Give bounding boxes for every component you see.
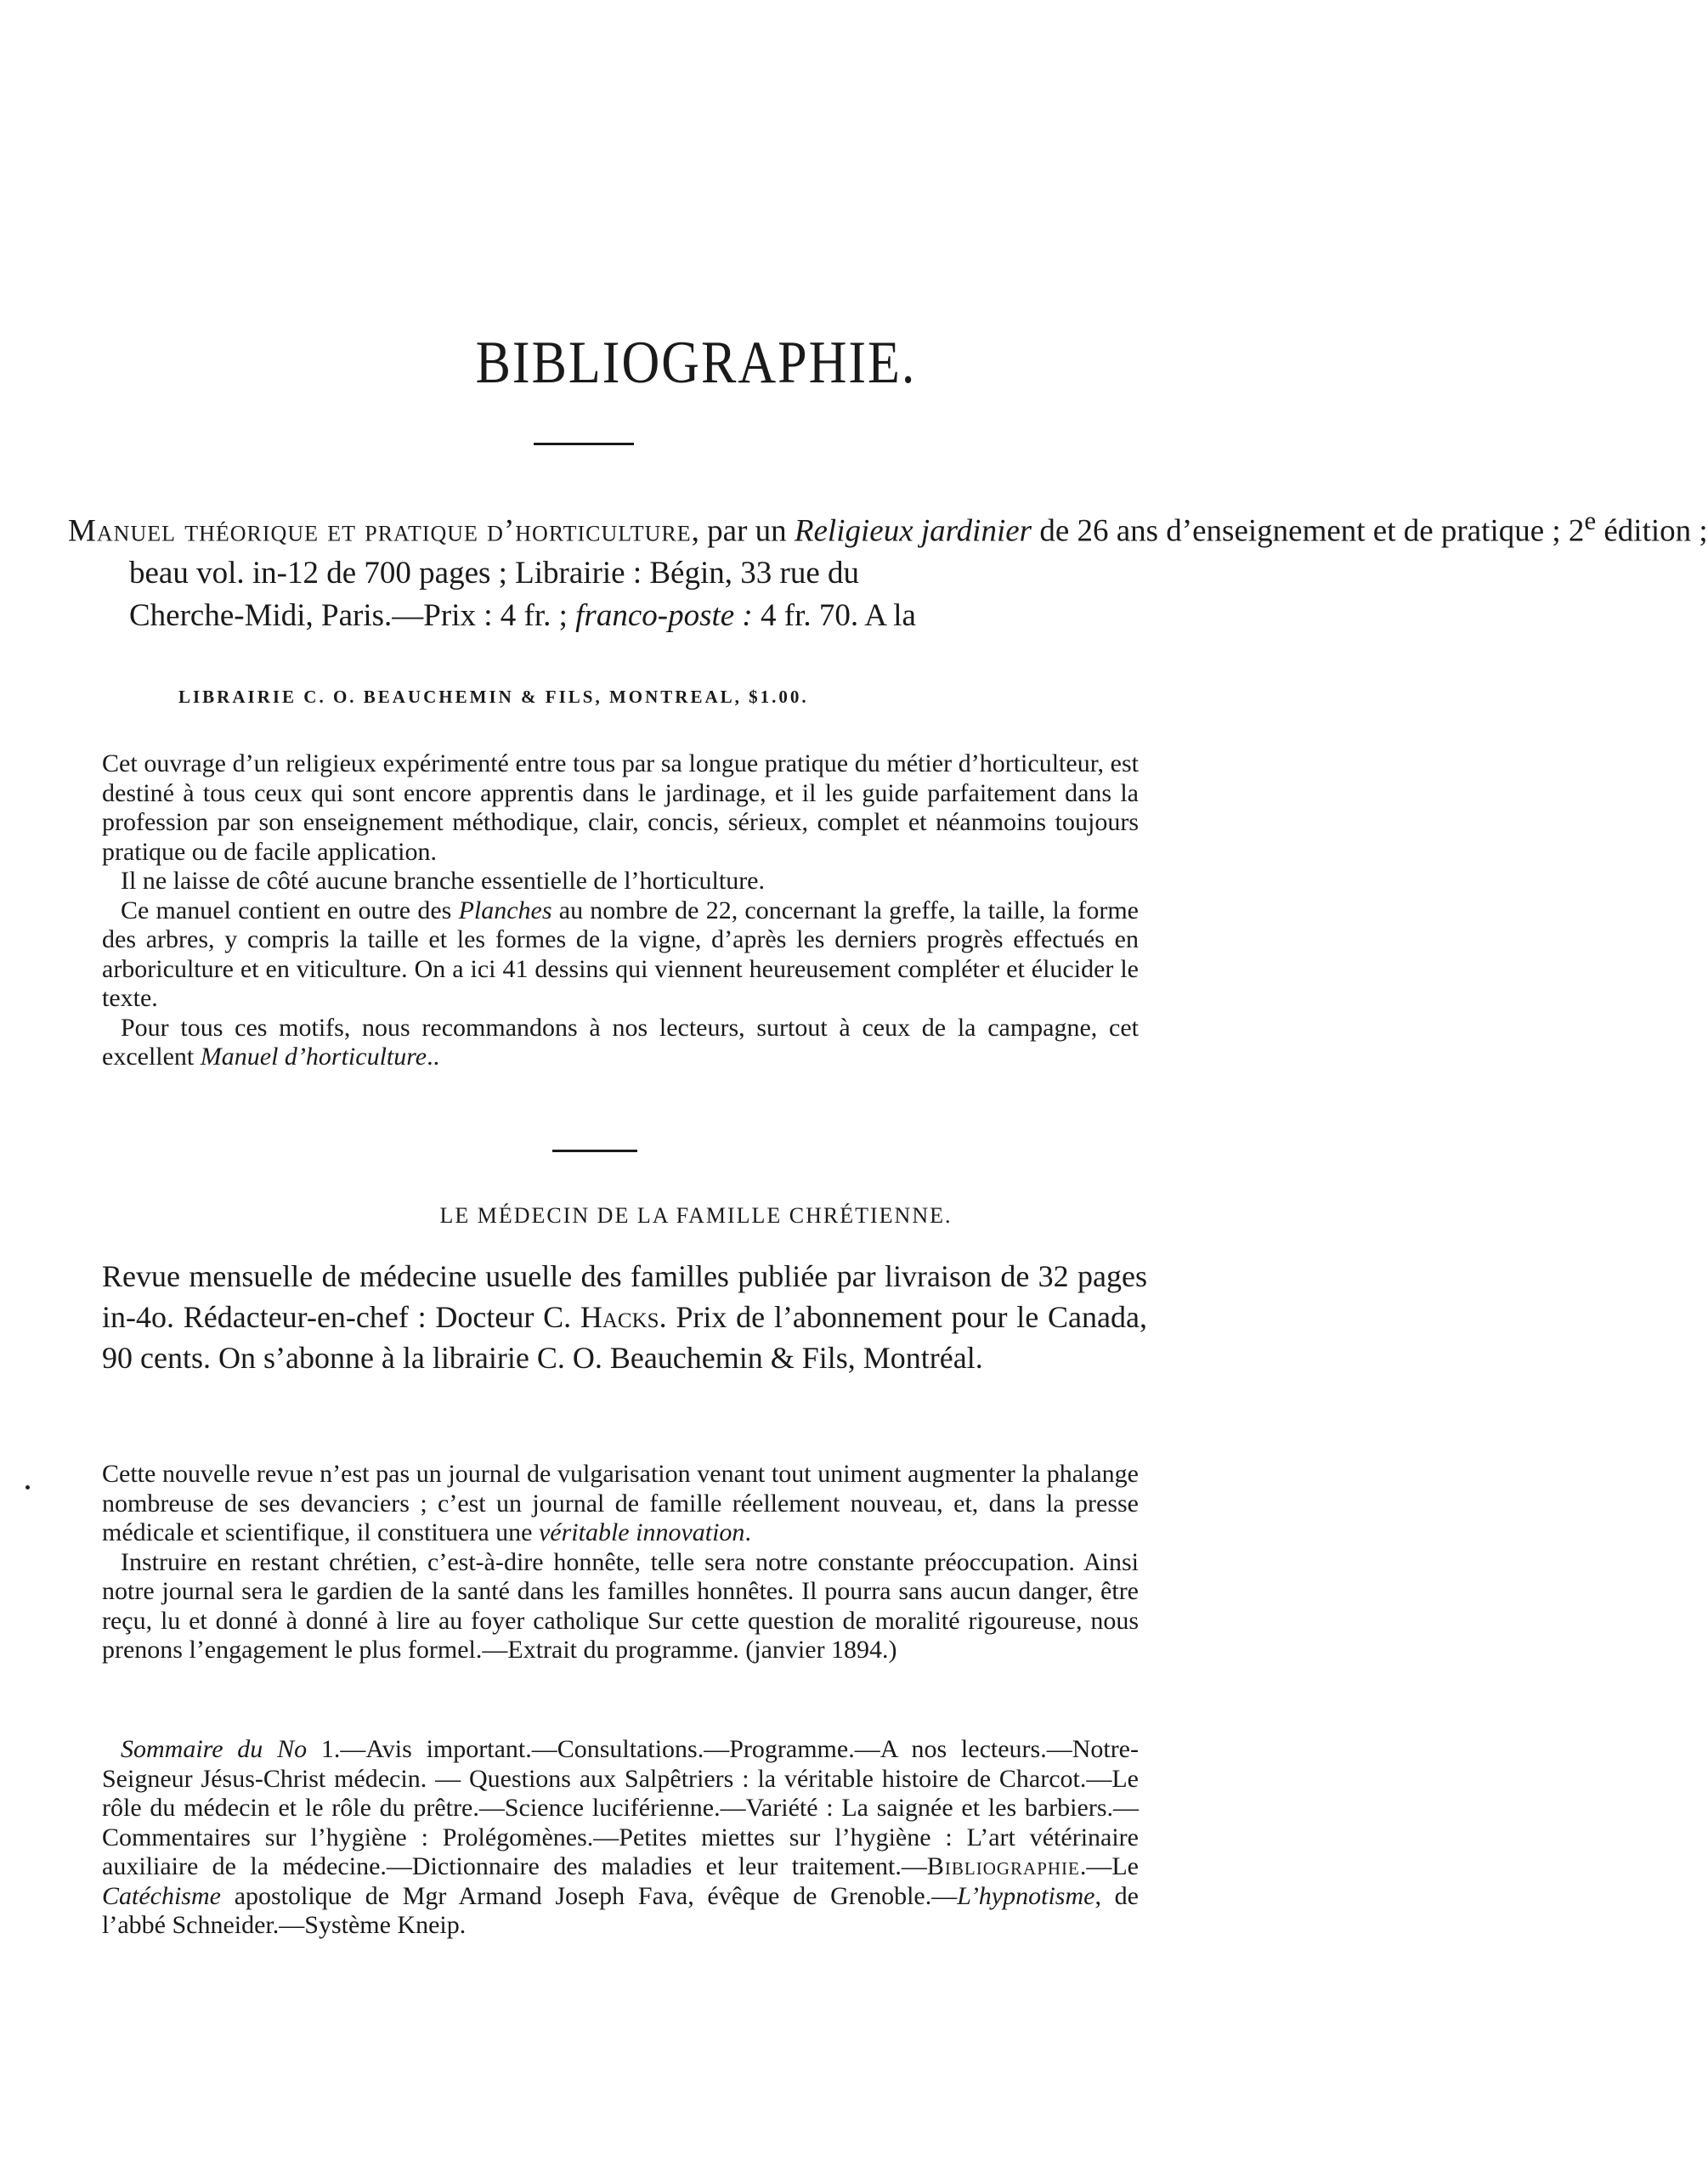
text-run: Cette nouvelle revue n’est pas un journal de vulgarisation venant tout uniment augmenter la phalange nombreuse de ses devanciers ; c’est un journal de famille réellement nouveau, et, dans la presse médicale et scientifique, il constituera une xyxy=(102,1460,1139,1546)
title-divider xyxy=(534,443,634,445)
edition-sup: e xyxy=(1584,506,1597,535)
entry-line-1 xyxy=(68,500,1708,552)
italic-run: véritable innovation xyxy=(538,1518,745,1546)
section-divider xyxy=(552,1150,637,1152)
italic-run: Manuel d’horticulture xyxy=(200,1043,427,1071)
text-run: Pour tous ces motifs, nous recommandons à nos lecteurs, surtout à ceux de la campagne, cet excellent xyxy=(102,1013,1139,1071)
entry-line-2: beau vol. in-12 de 700 pages ; Librairie : Bégin, 33 rue du xyxy=(129,556,860,591)
text-run: , de l’abbé Schneider.—Système Kneip. xyxy=(102,1881,1139,1939)
text-run: Ce manuel contient en outre des xyxy=(121,896,459,924)
text-run: .. xyxy=(427,1043,440,1071)
review-horticulture xyxy=(102,749,1139,1072)
review-paragraph: Il ne laisse de côté aucune branche essentielle de l’horticulture. xyxy=(121,867,765,895)
text-run: apostolique de Mgr Armand Joseph Fava, évêque de Grenoble.— xyxy=(220,1881,958,1910)
entry-details: de 26 ans d’enseignement et de pratique ; 2 xyxy=(1032,513,1585,549)
review-paragraph: Instruire en restant chrétien, c’est-à-dire honnête, telle sera notre constante préoccupation. Ainsi notre journal sera le gardien de la santé dans les familles honnêtes. Il pourra sans aucun danger, être reçu, lu et donné à donné à lire au foyer catholique Sur cette question de moralité rigoureuse, nous prenons l’engagement le plus formel.—Extrait du programme. (janvier 1894.) xyxy=(102,1547,1139,1664)
review-paragraph: Cet ouvrage d’un religieux expérimenté entre tous par sa longue pratique du métier d’horticulteur, est destiné à tous ceux qui sont encore apprentis dans le jardinage, et il les guide parfaitement dans la profession par son enseignement méthodique, clair, concis, sérieux, complet et néanmoins toujours pratique ou de facile application. xyxy=(102,749,1139,866)
italic-run: L’hypnotisme xyxy=(957,1881,1095,1910)
revue-intro xyxy=(102,1256,1147,1378)
review-paragraph xyxy=(102,896,1139,1014)
text-run: . Prix de l’abonnement pour le Canada, 90 cents. On s’abonne à la librairie C. O. Beauchemin & Fils, Montréal. xyxy=(102,1300,1147,1375)
entry-by: , par un xyxy=(691,513,795,549)
book-entry-horticulture xyxy=(68,500,1708,637)
book-title: Manuel théorique et pratique d’horticulture xyxy=(68,513,692,549)
franco-label: franco-poste : xyxy=(575,598,753,634)
price-text: Cherche-Midi, Paris.—Prix : 4 fr. ; xyxy=(129,598,576,634)
book-author: Religieux jardinier xyxy=(794,513,1032,549)
sommaire-block xyxy=(102,1735,1139,1941)
sommaire-paragraph xyxy=(102,1735,1139,1941)
librairie-line: LIBRAIRIE C. O. BEAUCHEMIN & FILS, MONTREAL, $1.00. xyxy=(178,687,809,707)
text-run: 1.—Avis important.—Consultations.—Programme.—A nos lecteurs.—Notre-Seigneur Jésus-Christ médecin. — Questions aux Salpêtriers : la véritable histoire de Charcot.—Le rôle du médecin et le rôle du prêtre.—Science luciférienne.—Variété : La saignée et les barbiers.—Commentaires sur l’hygiène : Prolégomènes.—Petites miettes sur l’hygiène : L’art vétérinaire auxiliaire de la médecine.—Dictionnaire des maladies et leur traitement.— xyxy=(102,1735,1139,1880)
italic-run: Planches xyxy=(458,896,552,924)
review-paragraph xyxy=(102,1460,1139,1548)
edition-word: édition ; xyxy=(1596,513,1708,549)
bib-label: Bibliographie xyxy=(926,1852,1080,1880)
italic-run: Catéchisme xyxy=(102,1881,221,1910)
margin-dot xyxy=(25,1485,30,1489)
editor-name: Hacks xyxy=(580,1300,659,1334)
sommaire-label: Sommaire du No xyxy=(121,1735,308,1763)
page-title: BIBLIOGRAPHIE. xyxy=(475,329,917,397)
review-paragraph xyxy=(102,1014,1139,1072)
text-run: au nombre de 22, concernant la greffe, la taille, la forme des arbres, y compris la taille et les formes de la vigne, d’après les derniers progrès effectués en arboriculture et en viticulture. On a ici 41 dessins qui viennent heureusement compléter et élucider le texte. xyxy=(102,896,1139,1012)
entry-line-3 xyxy=(68,595,1122,637)
text-run: .—Le xyxy=(1079,1852,1139,1880)
text-run: Revue mensuelle de médecine usuelle des familles publiée par livraison de 32 pages in-4o. Rédacteur-en-chef : Docteur C. xyxy=(102,1259,1147,1334)
text-run: . xyxy=(744,1518,751,1546)
price-franco: 4 fr. 70. A la xyxy=(752,598,916,634)
section-heading: LE MÉDECIN DE LA FAMILLE CHRÉTIENNE. xyxy=(439,1203,953,1228)
review-medecin xyxy=(102,1460,1139,1665)
